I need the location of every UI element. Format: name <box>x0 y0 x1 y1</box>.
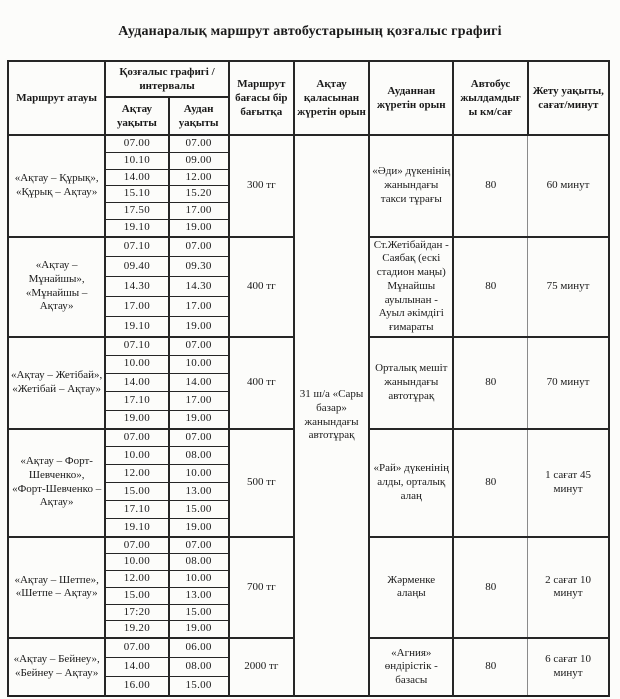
audan-time-cell: 13.00 <box>169 587 229 604</box>
aktau-time-cell: 19.00 <box>105 410 168 428</box>
aktau-time-cell: 12.00 <box>105 465 168 483</box>
aktau-time-cell: 17.50 <box>105 203 168 220</box>
aktau-time-cell: 10.00 <box>105 355 168 373</box>
duration-cell: 2 сағат 10 минут <box>528 537 609 639</box>
table-body <box>8 135 609 696</box>
price-cell: 700 тг <box>229 537 294 639</box>
header-duration: Жету уақыты, сағат/минут <box>528 61 609 135</box>
audan-departure-place-cell: Орталық мешіт жанындағы автотұрақ <box>369 337 453 429</box>
aktau-time-cell: 09.40 <box>105 257 168 277</box>
aktau-time-cell: 12.00 <box>105 571 168 588</box>
price-cell: 400 тг <box>229 337 294 429</box>
route-name-cell: «Ақтау – Мұнайшы», «Мұнайшы – Ақтау» <box>8 237 105 337</box>
speed-cell: 80 <box>453 135 527 237</box>
audan-time-cell: 07.00 <box>169 537 229 554</box>
aktau-time-cell: 14.00 <box>105 374 168 392</box>
price-cell: 300 тг <box>229 135 294 237</box>
aktau-time-cell: 14.00 <box>105 169 168 186</box>
aktau-departure-place-cell: 31 ш/а «Сары базар» жанындағы автотұрақ <box>294 135 369 696</box>
audan-time-cell: 15.00 <box>169 677 229 696</box>
audan-time-cell: 17.00 <box>169 203 229 220</box>
route-name-cell: «Ақтау – Жетібай», «Жетібай – Ақтау» <box>8 337 105 429</box>
audan-time-cell: 19.00 <box>169 410 229 428</box>
duration-cell: 70 минут <box>528 337 609 429</box>
price-cell: 2000 тг <box>229 638 294 696</box>
schedule-row <box>8 135 609 152</box>
aktau-time-cell: 15.00 <box>105 483 168 501</box>
aktau-time-cell: 07.10 <box>105 337 168 355</box>
aktau-time-cell: 07.00 <box>105 135 168 152</box>
aktau-time-cell: 07.00 <box>105 638 168 657</box>
audan-time-cell: 10.00 <box>169 571 229 588</box>
audan-time-cell: 12.00 <box>169 169 229 186</box>
audan-time-cell: 17.00 <box>169 297 229 317</box>
aktau-time-cell: 07.10 <box>105 237 168 257</box>
header-route: Маршрут атауы <box>8 61 105 135</box>
speed-cell: 80 <box>453 537 527 639</box>
price-cell: 500 тг <box>229 429 294 537</box>
audan-departure-place-cell: Жәрменке алаңы <box>369 537 453 639</box>
audan-time-cell: 13.00 <box>169 483 229 501</box>
aktau-time-cell: 14.30 <box>105 277 168 297</box>
aktau-time-cell: 10.00 <box>105 447 168 465</box>
aktau-time-cell: 10.00 <box>105 554 168 571</box>
route-name-cell: «Ақтау – Бейнеу», «Бейнеу – Ақтау» <box>8 638 105 696</box>
price-cell: 400 тг <box>229 237 294 337</box>
audan-time-cell: 07.00 <box>169 237 229 257</box>
route-name-cell: «Ақтау – Шетпе», «Шетпе – Ақтау» <box>8 537 105 639</box>
audan-time-cell: 17.00 <box>169 392 229 410</box>
speed-cell: 80 <box>453 429 527 537</box>
audan-time-cell: 06.00 <box>169 638 229 657</box>
aktau-time-cell: 14.00 <box>105 658 168 677</box>
audan-time-cell: 07.00 <box>169 337 229 355</box>
route-name-cell: «Ақтау – Форт-Шевченко», «Форт-Шевченко – Ақтау» <box>8 429 105 537</box>
aktau-time-cell: 15.10 <box>105 186 168 203</box>
audan-time-cell: 07.00 <box>169 135 229 152</box>
aktau-time-cell: 19.10 <box>105 519 168 537</box>
audan-time-cell: 15.20 <box>169 186 229 203</box>
aktau-time-cell: 17:20 <box>105 604 168 621</box>
audan-departure-place-cell: «Әди» дүкенінің жанындағы такси тұрағы <box>369 135 453 237</box>
table-header <box>8 61 609 135</box>
audan-time-cell: 15.00 <box>169 604 229 621</box>
header-audan-place: Ауданнан жүретін орын <box>369 61 453 135</box>
audan-time-cell: 10.00 <box>169 465 229 483</box>
audan-time-cell: 14.00 <box>169 374 229 392</box>
bus-schedule-table <box>7 60 610 697</box>
speed-cell: 80 <box>453 237 527 337</box>
route-name-cell: «Ақтау – Құрық», «Құрық – Ақтау» <box>8 135 105 237</box>
aktau-time-cell: 07.00 <box>105 429 168 447</box>
duration-cell: 6 сағат 10 минут <box>528 638 609 696</box>
audan-time-cell: 08.00 <box>169 447 229 465</box>
audan-time-cell: 09.30 <box>169 257 229 277</box>
audan-time-cell: 19.00 <box>169 317 229 337</box>
document-page <box>0 24 620 697</box>
aktau-time-cell: 10.10 <box>105 152 168 169</box>
speed-cell: 80 <box>453 638 527 696</box>
header-aktau-place: Ақтау қаласынан жүретін орын <box>294 61 369 135</box>
duration-cell: 60 минут <box>528 135 609 237</box>
audan-departure-place-cell: «Агния» өндірістік - базасы <box>369 638 453 696</box>
aktau-time-cell: 16.00 <box>105 677 168 696</box>
audan-time-cell: 14.30 <box>169 277 229 297</box>
audan-departure-place-cell: «Рай» дүкенінің алды, орталық алаң <box>369 429 453 537</box>
audan-time-cell: 15.00 <box>169 501 229 519</box>
audan-time-cell: 19.00 <box>169 519 229 537</box>
page-title: Ауданаралық маршрут автобустарының қозғалыс графигі <box>118 24 502 39</box>
header-speed: Автобус жылдамдығы км/сағ <box>453 61 527 135</box>
aktau-time-cell: 17.00 <box>105 297 168 317</box>
aktau-time-cell: 19.20 <box>105 621 168 638</box>
audan-departure-place-cell: Ст.Жетібайдан - Саябақ (ескі стадион маңы) Мұнайшы ауылынан - Ауыл әкімдігі ғимараты <box>369 237 453 337</box>
duration-cell: 1 сағат 45 минут <box>528 429 609 537</box>
aktau-time-cell: 19.10 <box>105 317 168 337</box>
audan-time-cell: 07.00 <box>169 429 229 447</box>
audan-time-cell: 19.00 <box>169 621 229 638</box>
audan-time-cell: 19.00 <box>169 219 229 236</box>
audan-time-cell: 08.00 <box>169 554 229 571</box>
aktau-time-cell: 19.10 <box>105 219 168 236</box>
speed-cell: 80 <box>453 337 527 429</box>
header-aktau-time: Ақтау уақыты <box>105 97 168 135</box>
aktau-time-cell: 15.00 <box>105 587 168 604</box>
audan-time-cell: 09.00 <box>169 152 229 169</box>
audan-time-cell: 10.00 <box>169 355 229 373</box>
audan-time-cell: 08.00 <box>169 658 229 677</box>
aktau-time-cell: 17.10 <box>105 392 168 410</box>
header-schedule-group: Қозғалыс графигі / интервалы <box>105 61 228 97</box>
header-price: Маршрут бағасы бір бағытқа <box>229 61 294 135</box>
header-audan-time: Аудан уақыты <box>169 97 229 135</box>
aktau-time-cell: 17.10 <box>105 501 168 519</box>
duration-cell: 75 минут <box>528 237 609 337</box>
aktau-time-cell: 07.00 <box>105 537 168 554</box>
